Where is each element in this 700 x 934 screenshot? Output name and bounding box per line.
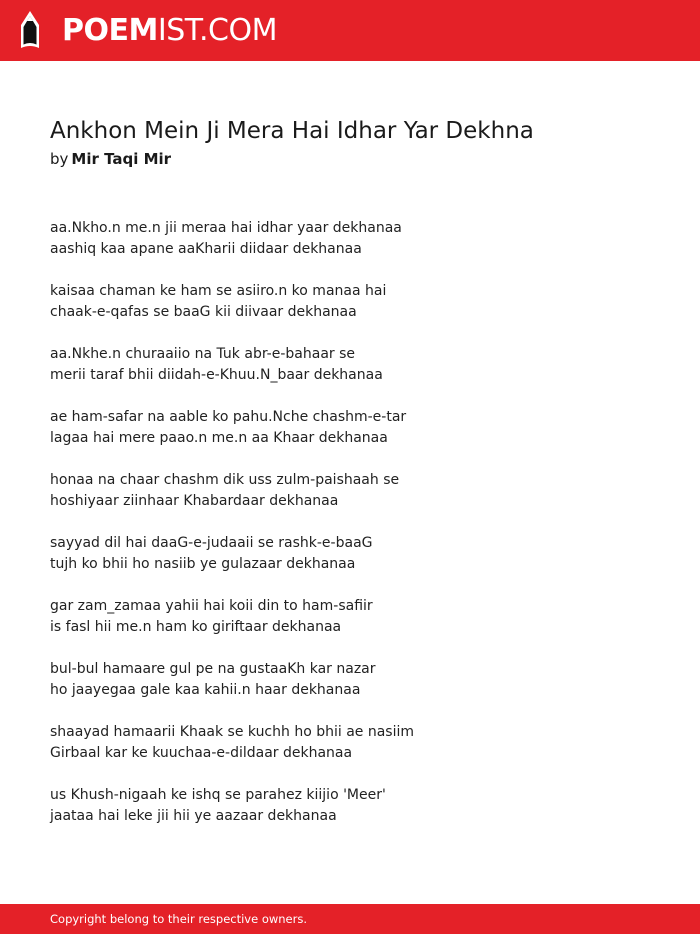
poem-line: shaayad hamaarii Khaak se kuchh ho bhii ae nasiim xyxy=(50,724,415,740)
logo-text xyxy=(62,10,277,52)
logo-text-strong: POEM xyxy=(62,13,158,48)
stanza xyxy=(50,596,650,638)
poem-line: bul-bul hamaare gul pe na gustaaKh kar nazar xyxy=(50,661,376,677)
poem-line: sayyad dil hai daaG-e-judaaii se rashk-e-baaG xyxy=(50,535,373,551)
logo-text-light: IST.COM xyxy=(157,13,277,48)
poem-line: merii taraf bhii diidah-e-Khuu.N_baar dekhanaa xyxy=(50,367,383,383)
site-footer xyxy=(0,904,700,934)
site-logo[interactable] xyxy=(18,10,277,52)
stanza xyxy=(50,281,650,323)
author-name[interactable]: Mir Taqi Mir xyxy=(71,150,172,168)
poem-line: honaa na chaar chashm dik uss zulm-paishaah se xyxy=(50,472,400,488)
poem-line: aashiq kaa apane aaKharii diidaar dekhanaa xyxy=(50,241,362,257)
copyright-text: Copyright belong to their respective owners. xyxy=(50,912,308,926)
site-header xyxy=(0,0,700,61)
poem-line: aa.Nkho.n me.n jii meraa hai idhar yaar dekhanaa xyxy=(50,220,402,236)
stanza xyxy=(50,407,650,449)
poem-line: aa.Nkhe.n churaaiio na Tuk abr-e-bahaar se xyxy=(50,346,356,362)
poem-line: ho jaayegaa gale kaa kahii.n haar dekhanaa xyxy=(50,682,361,698)
poem-line: lagaa hai mere paao.n me.n aa Khaar dekhanaa xyxy=(50,430,388,446)
poem-body xyxy=(50,218,650,827)
poem-line: Girbaal kar ke kuuchaa-e-dildaar dekhanaa xyxy=(50,745,353,761)
stanza xyxy=(50,470,650,512)
stanza xyxy=(50,218,650,260)
poem-line: gar zam_zamaa yahii hai koii din to ham-safiir xyxy=(50,598,373,614)
poem-line: jaataa hai leke jii hii ye aazaar dekhanaa xyxy=(50,808,337,824)
poem-line: tujh ko bhii ho nasiib ye gulazaar dekhanaa xyxy=(50,556,356,572)
byline xyxy=(50,148,650,170)
poem-line: chaak-e-qafas se baaG kii diivaar dekhanaa xyxy=(50,304,357,320)
poem-line: us Khush-nigaah ke ishq se parahez kiijio 'Meer' xyxy=(50,787,386,803)
poem-line: kaisaa chaman ke ham se asiiro.n ko manaa hai xyxy=(50,283,387,299)
stanza xyxy=(50,785,650,827)
stanza xyxy=(50,659,650,701)
poem-title: Ankhon Mein Ji Mera Hai Idhar Yar Dekhna xyxy=(50,118,534,144)
poem-line: hoshiyaar ziinhaar Khabardaar dekhanaa xyxy=(50,493,339,509)
by-label: by xyxy=(50,150,69,168)
poem-line: ae ham-safar na aable ko pahu.Nche chashm-e-tar xyxy=(50,409,407,425)
poem-line: is fasl hii me.n ham ko giriftaar dekhanaa xyxy=(50,619,342,635)
stanza xyxy=(50,344,650,386)
stanza xyxy=(50,533,650,575)
pencil-icon xyxy=(18,10,42,52)
poem-content xyxy=(50,116,650,848)
stanza xyxy=(50,722,650,764)
